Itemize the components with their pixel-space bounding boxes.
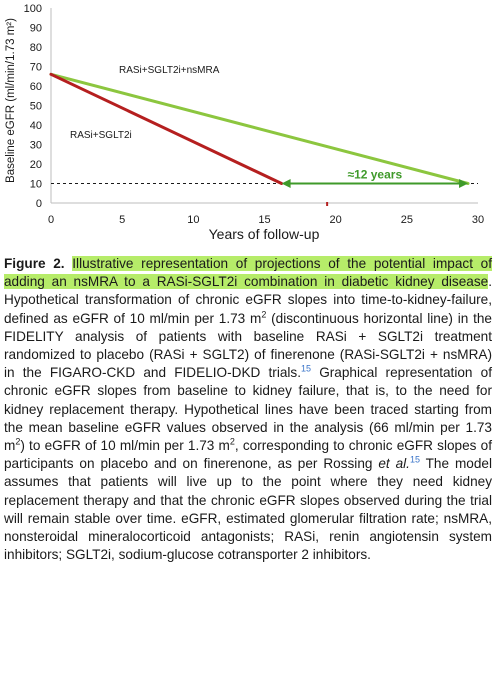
series-label-rasi-sglt2i: RASi+SGLT2i (70, 130, 132, 141)
y-tick-label: 0 (35, 198, 42, 210)
et-al: et al. (378, 456, 410, 472)
y-tick-label: 100 (23, 3, 42, 15)
x-tick-label: 20 (329, 214, 342, 226)
reference-15-link[interactable]: 15 (301, 363, 312, 374)
caption-highlight: Illustrative representation of projections of the potential impact of adding an nsMRA to a RASi-SGLT2i combination in diabetic kidney disease (4, 256, 492, 290)
y-tick-label: 10 (29, 178, 42, 191)
caption-text-5: , corresponding to chronic eGFR slopes of participants on placebo and on finerenone, as per Rossing (4, 438, 492, 472)
series-label-rasi-sglt2i-nsmra: RASi+SGLT2i+nsMRA (119, 65, 220, 76)
caption-text-2: (discontinuous horizontal line) in the FIDELITY analysis of patients with baseline RASi + SGLT2i treatment randomized to placebo (RASi + SGLT2) of finerenone (RASi-SGLT2i + nsMRA) in the FIGARO-CKD and FIDELIO-DKD trials. (4, 310, 492, 381)
reference-15-link[interactable]: 15 (409, 454, 420, 465)
x-tick-label: 25 (400, 214, 413, 226)
annotation-arrowhead-left (282, 179, 291, 188)
annotation-label: ≈12 years (347, 167, 403, 182)
annotation-layer (282, 168, 468, 189)
y-axis-label: Baseline eGFR (ml/min/1.73 m²) (5, 18, 17, 183)
x-tick-label: 15 (258, 214, 271, 226)
superscript-2: 2 (261, 309, 267, 320)
x-tick-label: 0 (47, 214, 55, 226)
x-axis-label: Years of follow-up (208, 226, 320, 242)
x-tick-label: 5 (119, 214, 126, 226)
caption-text-6: The model assumes that patients will live up to the point where they need kidney replacement therapy and that the chronic eGFR slopes observed during the trial will remain stable over time. eGFR, estimated glomerular filtration rate; nsMRA, nonsteroidal mineralocorticoid antagonists; RASi, renin angiotensin system inhibitors; SGLT2i, sodium-glucose cotransporter 2 inhibitors. (4, 456, 492, 563)
y-tick-label: 30 (29, 139, 42, 152)
egfr-projection-chart (0, 0, 496, 250)
superscript-2: 2 (229, 436, 235, 447)
annotation-arrowhead-right (459, 179, 468, 188)
series-line-rasi-sglt2i (51, 74, 282, 183)
series-line-rasi-sglt2i-nsmra (51, 74, 468, 183)
y-tick-label: 50 (29, 100, 42, 113)
y-tick-label: 90 (29, 22, 42, 35)
superscript-2: 2 (15, 436, 21, 447)
y-tick-label: 70 (29, 61, 42, 74)
caption-text-1: . Hypothetical transformation of chronic eGFR slopes into time-to-kidney-failure, defined as eGFR of 10 ml/min per 1.73 m (4, 274, 492, 326)
chart-ticks (24, 3, 484, 226)
y-tick-label: 60 (29, 81, 42, 93)
caption-text-3: Graphical representation of chronic eGFR slopes from baseline to kidney failure, that is, to the need for kidney replacement therapy. Hypothetical lines have been traced starting from the mean baseline eGFR values observed in the analysis (66 ml/min per 1.73 m (4, 365, 492, 454)
y-tick-label: 20 (29, 159, 42, 171)
x-tick-label: 10 (187, 214, 200, 226)
y-tick-label: 80 (29, 42, 42, 54)
figure-label: Figure 2. (4, 256, 65, 271)
figure-caption (4, 255, 492, 564)
y-tick-label: 40 (29, 120, 42, 132)
caption-text-4: ) to eGFR of 10 ml/min per 1.73 m (20, 438, 230, 454)
x-tick-label: 30 (471, 214, 485, 226)
